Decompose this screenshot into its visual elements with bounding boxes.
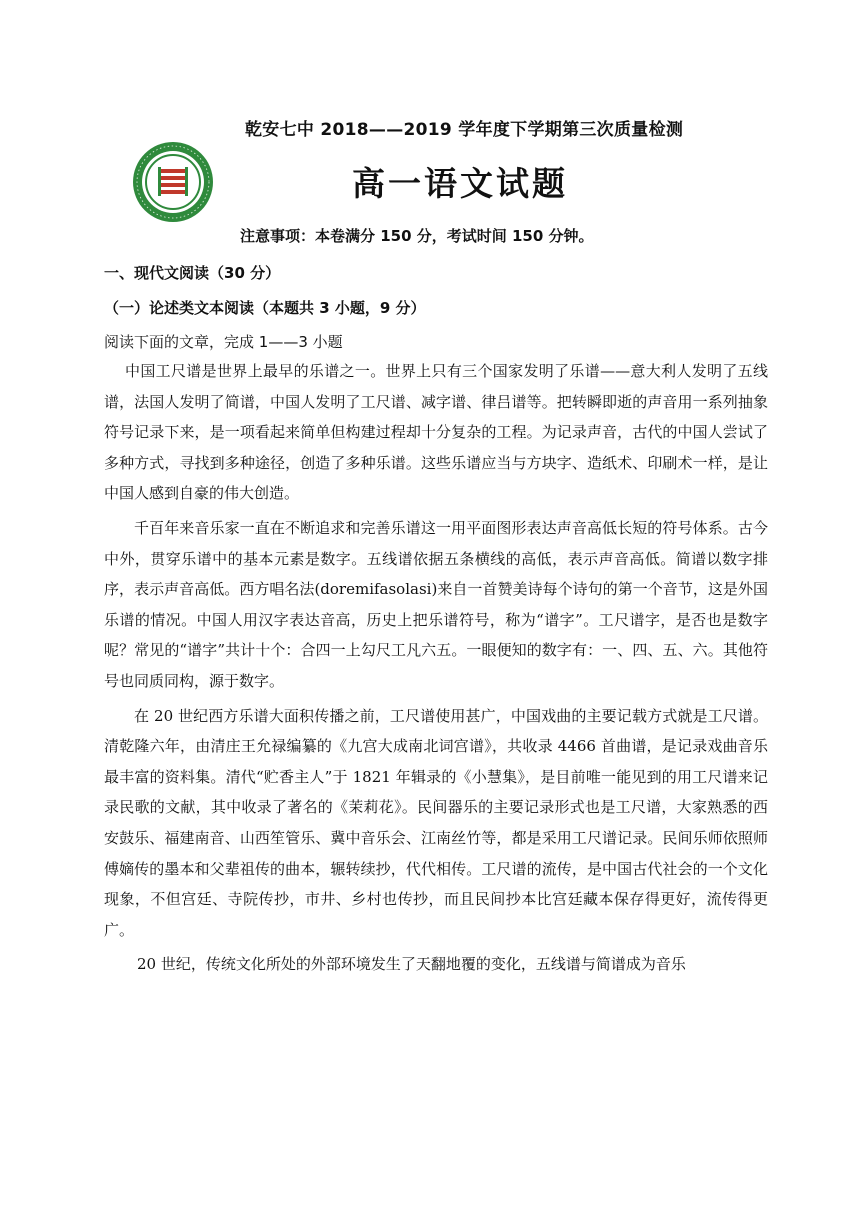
page-title: 高一语文试题	[352, 164, 568, 203]
subsection-heading: （一）论述类文本阅读（本题共 3 小题，9 分）	[104, 299, 426, 317]
school-seal-icon	[131, 140, 215, 224]
reading-instruction: 阅读下面的文章，完成 1——3 小题	[104, 333, 343, 351]
passage-paragraph-2: 千百年来音乐家一直在不断追求和完善乐谱这一用平面图形表达声音高低长短的符号体系。古今中外，贯穿乐谱中的基本元素是数字。五线谱依据五条横线的高低，表示声音高低。简谱以数字排序，表示声音高低。西方唱名法(doremifasolasi)来自一首赞美诗每个诗句的第一个音节，这是外国乐谱的情况。中国人用汉字表达音高，历史上把乐谱符号，称为“谱字”。工尺谱字，是否也是数字呢？常见的“谱字”共计十个：合四一上勾尺工凡六五。一眼便知的数字有：一、四、五、六。其他符号也同质同构，源于数字。	[104, 518, 768, 690]
exam-notice: 注意事项：本卷满分 150 分，考试时间 150 分钟。	[240, 227, 594, 245]
reading-passage	[104, 356, 768, 984]
passage-paragraph-4: 20 世纪，传统文化所处的外部环境发生了天翻地覆的变化，五线谱与简谱成为音乐	[137, 955, 686, 974]
passage-paragraph-1: 中国工尺谱是世界上最早的乐谱之一。世界上只有三个国家发明了乐谱——意大利人发明了五线谱，法国人发明了简谱，中国人发明了工尺谱、减字谱、律吕谱等。把转瞬即逝的声音用一系列抽象符号记录下来，是一项看起来简单但构建过程却十分复杂的工程。为记录声音，古代的中国人尝试了多种方式，寻找到多种途径，创造了多种乐谱。这些乐谱应当与方块字、造纸术、印刷术一样，是让中国人感到自豪的伟大创造。	[104, 362, 768, 503]
section-heading: 一、现代文阅读（30 分）	[104, 264, 281, 282]
passage-paragraph-3: 在 20 世纪西方乐谱大面积传播之前，工尺谱使用甚广，中国戏曲的主要记载方式就是工尺谱。清乾隆六年，由清庄王允禄编纂的《九宫大成南北词宫谱》，共收录 4466 首曲谱，是记录戏曲音乐最丰富的资料集。清代“贮香主人”于 1821 年辑录的《小慧集》，是目前唯一能见到的用工尺谱来记录民歌的文献，其中收录了著名的《茉莉花》。民间器乐的主要记录形式也是工尺谱，大家熟悉的西安鼓乐、福建南音、山西笙管乐、冀中音乐会、江南丝竹等，都是采用工尺谱记录。民间乐师依照师傅嫡传的墨本和父辈祖传的曲本，辗转续抄，代代相传。工尺谱的流传，是中国古代社会的一个文化现象，不但宫廷、寺院传抄，市井、乡村也传抄，而且民间抄本比宫廷藏本保存得更好，流传得更广。	[104, 706, 768, 939]
exam-header: 乾安七中 2018——2019 学年度下学期第三次质量检测	[245, 120, 684, 140]
